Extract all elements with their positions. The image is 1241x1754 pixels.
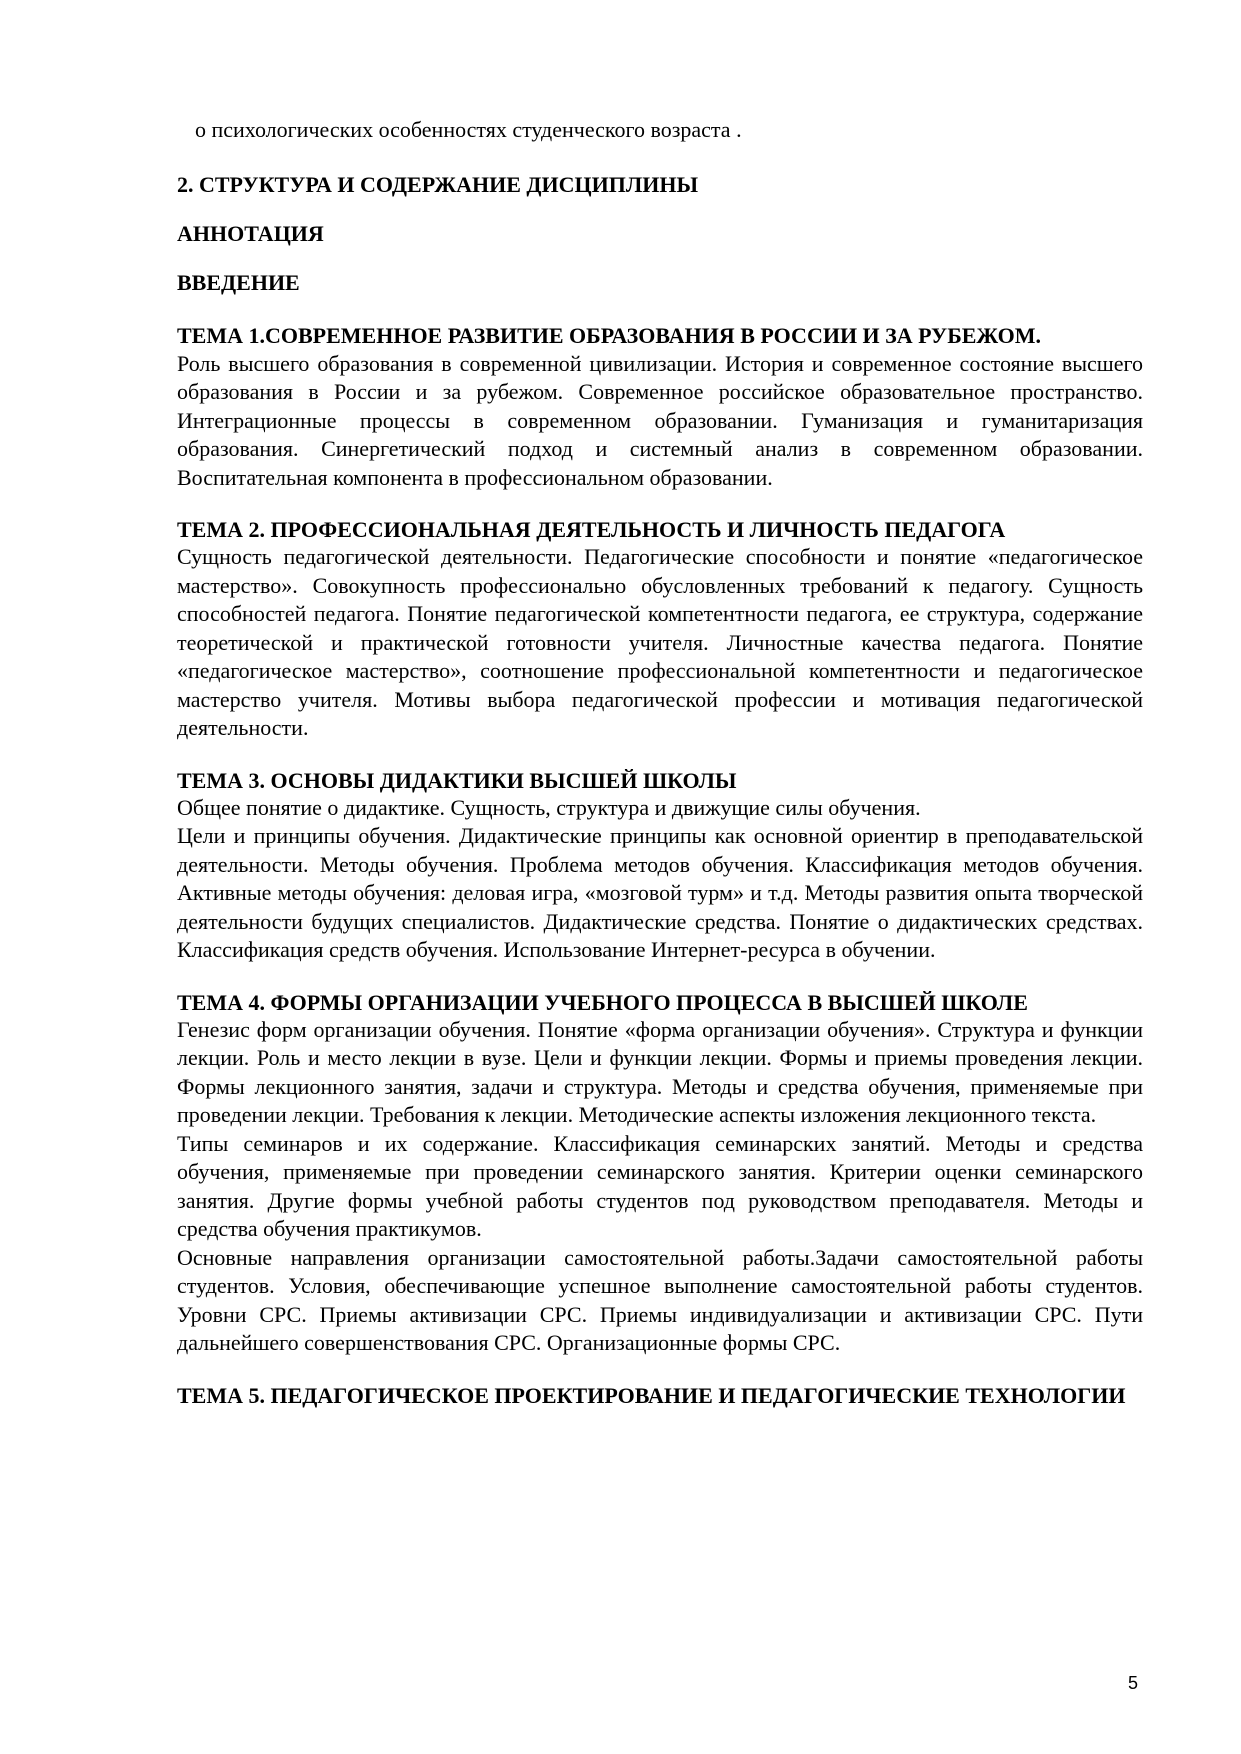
topic-4-title: ТЕМА 4. ФОРМЫ ОРГАНИЗАЦИИ УЧЕБНОГО ПРОЦЕССА В ВЫСШЕЙ ШКОЛЕ xyxy=(177,989,1028,1015)
topic-1-title: ТЕМА 1.СОВРЕМЕННОЕ РАЗВИТИЕ ОБРАЗОВАНИЯ В РОССИИ И ЗА РУБЕЖОМ. xyxy=(177,322,1042,348)
topic-4-paragraph-3: Основные направления организации самостоятельной работы.Задачи самостоятельной работы студентов. Условия, обеспечивающие успешное выполнение самостоятельной работы студентов. Уровни СРС. Приемы активизации СРС. Приемы индивидуализации и активизации СРС. Пути дальнейшего совершенствования СРС. Организационные формы СРС. xyxy=(177,1244,1143,1355)
topic-2-paragraph-1: Сущность педагогической деятельности. Педагогические способности и понятие «педагогическое мастерство». Совокупность профессионально обусловленных требований к педагогу. Сущность способностей педагога. Понятие педагогической компетентности педагога, ее структура, содержание теоретической и практической готовности учителя. Личностные качества педагога. Понятие «педагогическое мастерство», соотношение профессиональной компетентности и педагогическое мастерство учителя. Мотивы выбора педагогической профессии и мотивация педагогической деятельности. xyxy=(177,544,1143,740)
page-number: 5 xyxy=(1128,1673,1139,1693)
topic-3-paragraph-2: Цели и принципы обучения. Дидактические принципы как основной ориентир в преподавательской деятельности. Методы обучения. Проблема методов обучения. Классификация методов обучения. Активные методы обучения: деловая игра, «мозговой турм» и т.д. Методы развития опыта творческой деятельности будущих специалистов. Дидактические средства. Понятие о дидактических средствах. Классификация средств обучения. Использование Интернет-ресурса в обучении. xyxy=(177,823,1143,962)
topic-4 xyxy=(177,990,1143,1358)
section-title: 2. СТРУКТУРА И СОДЕРЖАНИЕ ДИСЦИПЛИНЫ xyxy=(177,171,699,197)
topic-2-title: ТЕМА 2. ПРОФЕССИОНАЛЬНАЯ ДЕЯТЕЛЬНОСТЬ И ЛИЧНОСТЬ ПЕДАГОГА xyxy=(177,517,1006,542)
topic-3-title: ТЕМА 3. ОСНОВЫ ДИДАКТИКИ ВЫСШЕЙ ШКОЛЫ xyxy=(177,767,737,793)
page-content xyxy=(177,116,1143,1409)
topic-5 xyxy=(177,1383,1143,1409)
topic-3-paragraph-1: Общее понятие о дидактике. Сущность, структура и движущие силы обучения. xyxy=(177,794,921,820)
topic-2 xyxy=(177,517,1143,743)
topic-4-paragraph-2: Типы семинаров и их содержание. Классификация семинарских занятий. Методы и средства обучения, применяемые при проведении семинарского занятия. Критерии оценки семинарского занятия. Другие формы учебной работы студентов под руководством преподавателя. Методы и средства обучения практикумов. xyxy=(177,1130,1143,1241)
annotation-title: АННОТАЦИЯ xyxy=(177,220,324,246)
topic-4-paragraph-1: Генезис форм организации обучения. Понятие «форма организации обучения». Структура и функции лекции. Роль и место лекции в вузе. Цели и функции лекции. Формы и приемы проведения лекции. Формы лекционного занятия, задачи и структура. Методы и средства обучения, применяемые при проведении лекции. Требования к лекции. Методические аспекты изложения лекционного текста. xyxy=(177,1016,1143,1127)
topic-1-paragraph-1: Роль высшего образования в современной цивилизации. История и современное состояние высшего образования в России и за рубежом. Современное российское образовательное пространство. Интеграционные процессы в современном образовании. Гуманизация и гуманитаризация образования. Синергетический подход и системный анализ в современном образовании. Воспитательная компонента в профессиональном образовании. xyxy=(177,350,1143,490)
topic-1 xyxy=(177,322,1143,493)
topic-5-title: ТЕМА 5. ПЕДАГОГИЧЕСКОЕ ПРОЕКТИРОВАНИЕ И ПЕДАГОГИЧЕСКИЕ ТЕХНОЛОГИИ xyxy=(177,1382,1126,1408)
intro-title: ВВЕДЕНИЕ xyxy=(177,269,300,295)
lead-text: о психологических особенностях студенческого возраста . xyxy=(195,117,742,142)
topic-3 xyxy=(177,768,1143,965)
